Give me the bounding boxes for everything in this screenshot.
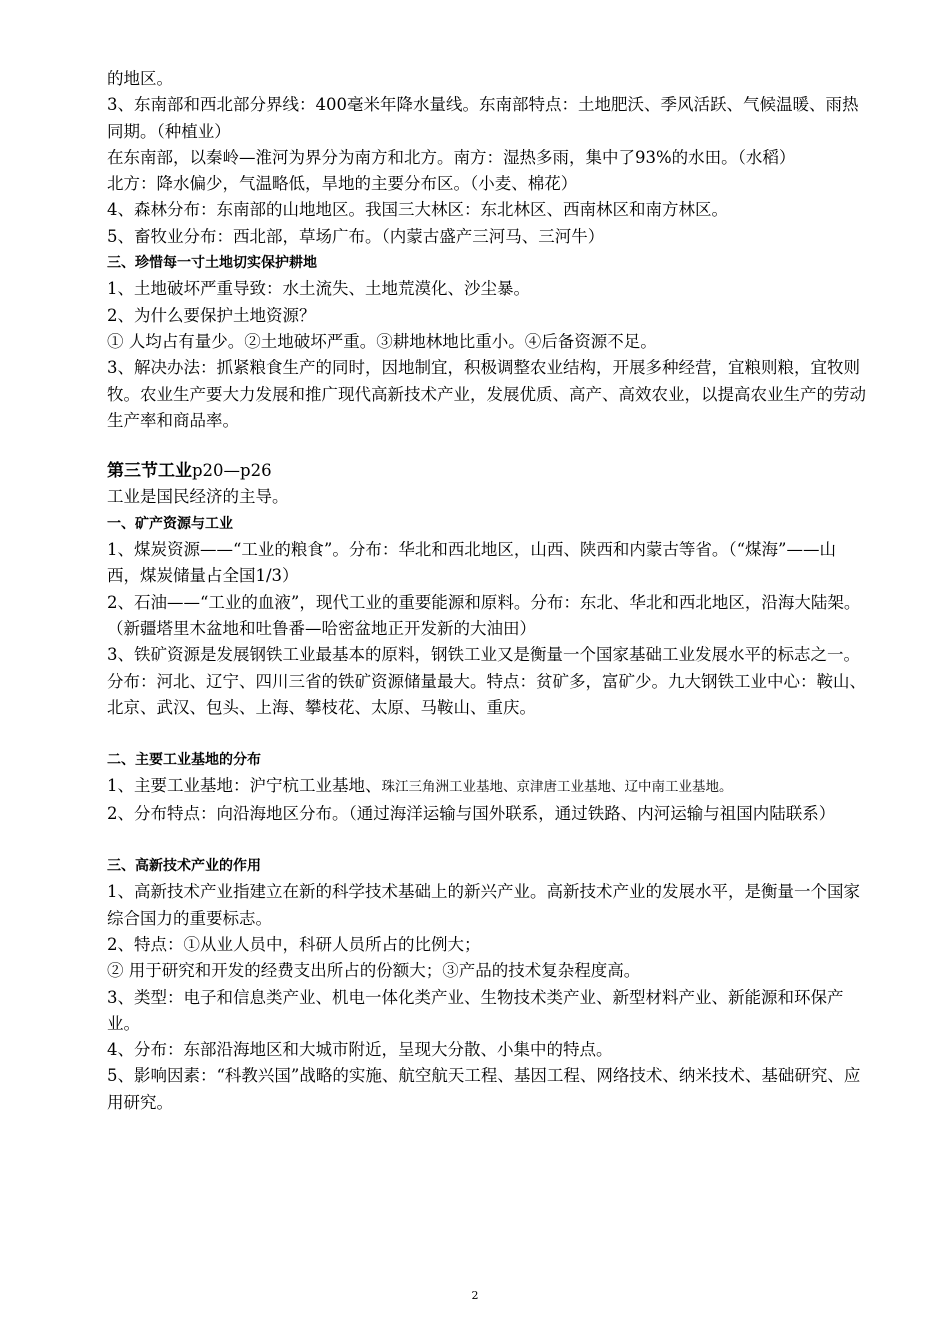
paragraph-high-tech-factors: 5、影响因素：“科教兴国”战略的实施、航空航天工程、基因工程、网络技术、纳米技术、基础研究、应用研究。: [107, 1066, 861, 1112]
paragraph-high-tech-distribution: 4、分布：东部沿海地区和大城市附近，呈现大分散、小集中的特点。: [107, 1040, 613, 1060]
paragraph-why-protect: 2、为什么要保护土地资源？: [107, 305, 316, 325]
paragraph-high-tech-features: 2、特点：①从业人员中，科研人员所占的比例大；: [107, 934, 481, 954]
paragraph-industry-intro: 工业是国民经济的主导。: [107, 487, 289, 507]
heading-industrial-bases: 二、主要工业基地的分布: [107, 752, 261, 769]
paragraph-livestock: 5、畜牧业分布：西北部，草场广布。（内蒙古盛产三河马、三河牛）: [107, 226, 605, 246]
paragraph-coal: 1、煤炭资源——“工业的粮食”。分布：华北和西北地区，山西、陕西和内蒙古等省。（“煤海”——山西，煤炭储量占全国1/3）: [107, 540, 836, 586]
section-title: 第三节工业: [107, 461, 192, 482]
heading-high-tech: 三、高新技术产业的作用: [107, 858, 261, 875]
paragraph-bases: [107, 773, 867, 800]
paragraph-north: 北方：降水偏少，气温略低，旱地的主要分布区。（小麦、棉花）: [107, 174, 578, 194]
section-heading-industry: [107, 458, 867, 484]
paragraph-land-damage: 1、土地破坏严重导致：水土流失、土地荒漠化、沙尘暴。: [107, 279, 530, 299]
paragraph-high-tech-features-2: ② 用于研究和开发的经费支出所占的份额大；③产品的技术复杂程度高。: [107, 961, 641, 981]
paragraph-boundary-line: 3、东南部和西北部分界线：400毫米年降水量线。东南部特点：土地肥沃、季风活跃、气候温暖、雨热同期。（种植业）: [107, 95, 859, 141]
page-content: [107, 66, 867, 1116]
paragraph-iron: 3、铁矿资源是发展钢铁工业最基本的原料，钢铁工业又是衡量一个国家基础工业发展水平的标志之一。分布：河北、辽宁、四川三省的铁矿资源储量最大。特点：贫矿多，富矿少。九大钢铁工业中心：鞍山、北京、武汉、包头、上海、攀枝花、太原、马鞍山、重庆。: [107, 645, 866, 717]
paragraph-continuation: 的地区。: [107, 69, 173, 88]
paragraph-oil: 2、石油——“工业的血液”，现代工业的重要能源和原料。分布：东北、华北和西北地区，沿海大陆架。（新疆塔里木盆地和吐鲁番—哈密盆地正开发新的大油田）: [107, 592, 861, 638]
paragraph-distribution: 2、分布特点：向沿海地区分布。（通过海洋运输与国外联系，通过铁路、内河运输与祖国内陆联系）: [107, 803, 836, 823]
paragraph-forest: 4、森林分布：东南部的山地地区。我国三大林区：东北林区、西南林区和南方林区。: [107, 200, 728, 220]
bases-list: 珠江三角洲工业基地、京津唐工业基地、辽中南工业基地。: [381, 779, 733, 796]
section-pages: p20—p26: [192, 461, 272, 481]
heading-minerals: 一、矿产资源与工业: [107, 515, 233, 532]
paragraph-south-north: 在东南部，以秦岭—淮河为界分为南方和北方。南方：湿热多雨，集中了93%的水田。（水稻）: [107, 147, 796, 167]
page-number: 2: [471, 1289, 479, 1302]
paragraph-high-tech-def: 1、高新技术产业指建立在新的科学技术基础上的新兴产业。高新技术产业的发展水平，是衡量一个国家综合国力的重要标志。: [107, 882, 860, 928]
heading-protect-land: 三、珍惜每一寸土地切实保护耕地: [107, 255, 317, 272]
spacer: [107, 434, 867, 458]
spacer: [107, 827, 867, 853]
paragraph-high-tech-types: 3、类型：电子和信息类产业、机电一体化类产业、生物技术类产业、新型材料产业、新能源和环保产业。: [107, 987, 844, 1033]
spacer: [107, 721, 867, 747]
bases-prefix: 1、主要工业基地：沪宁杭工业基地、: [107, 776, 382, 796]
paragraph-solutions: 3、解决办法：抓紧粮食生产的同时，因地制宜，积极调整农业结构，开展多种经营，宜粮则粮，宜牧则牧。农业生产要大力发展和推广现代高新技术产业，发展优质、高产、高效农业，以提高农业生产的劳动生产率和商品率。: [107, 358, 866, 430]
paragraph-reasons: ① 人均占有量少。②土地破坏严重。③耕地林地比重小。④后备资源不足。: [107, 331, 657, 351]
